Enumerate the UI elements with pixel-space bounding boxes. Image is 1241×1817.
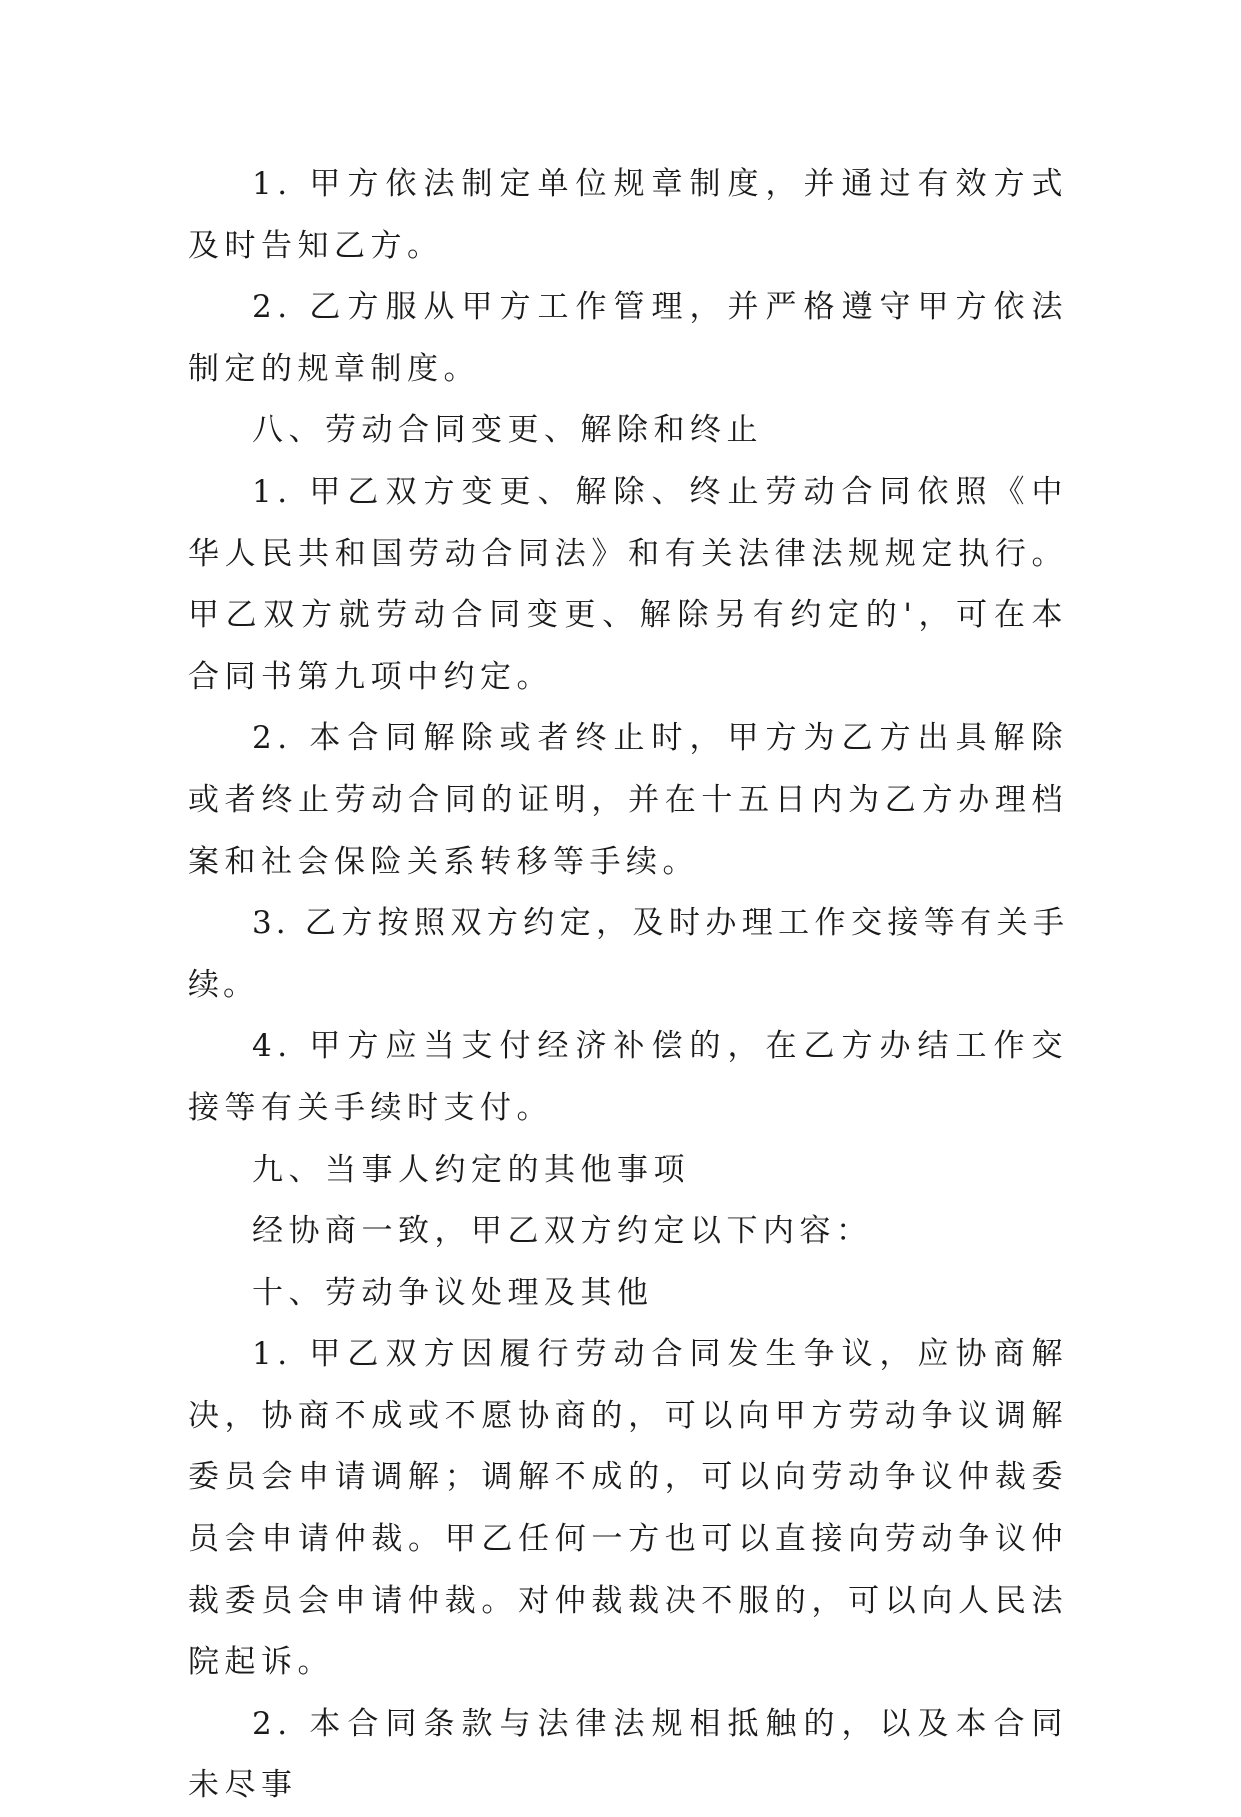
- section-heading-10: 十、劳动争议处理及其他: [252, 1274, 654, 1311]
- paragraph-contract-change: 1. 甲乙双方变更、解除、终止劳动合同依照《中华人民共和国劳动合同法》和有关法律法规规定执行。甲乙双方就劳动合同变更、解除另有约定的'，可在本合同书第九项中约定。: [188, 473, 1068, 695]
- paragraph-handover: 3. 乙方按照双方约定，及时办理工作交接等有关手续。: [188, 905, 1068, 1003]
- document-body: [188, 154, 1068, 1817]
- section-heading-8: 八、劳动合同变更、解除和终止: [252, 412, 763, 449]
- paragraph-conflict-clause: 2. 本合同条款与法律法规相抵触的，以及本合同未尽事: [188, 1705, 1068, 1804]
- paragraph-agreed-content: 经协商一致，甲乙双方约定以下内容：: [252, 1213, 873, 1250]
- paragraph-rules-compliance: 2. 乙方服从甲方工作管理，并严格遵守甲方依法制定的规章制度。: [188, 289, 1068, 387]
- section-heading-9: 九、当事人约定的其他事项: [252, 1151, 690, 1188]
- paragraph-termination-certificate: 2. 本合同解除或者终止时，甲方为乙方出具解除或者终止劳动合同的证明，并在十五日内为乙方办理档案和社会保险关系转移等手续。: [188, 720, 1068, 880]
- paragraph-rules-notice: 1. 甲方依法制定单位规章制度，并通过有效方式及时告知乙方。: [188, 166, 1068, 264]
- paragraph-compensation: 4. 甲方应当支付经济补偿的，在乙方办结工作交接等有关手续时支付。: [188, 1028, 1068, 1126]
- paragraph-dispute-resolution: 1. 甲乙双方因履行劳动合同发生争议，应协商解决，协商不成或不愿协商的，可以向甲方劳动争议调解委员会申请调解；调解不成的，可以向劳动争议仲裁委员会申请仲裁。甲乙任何一方也可以直接向劳动争议仲裁委员会申请仲裁。对仲裁裁决不服的，可以向人民法院起诉。: [188, 1336, 1068, 1681]
